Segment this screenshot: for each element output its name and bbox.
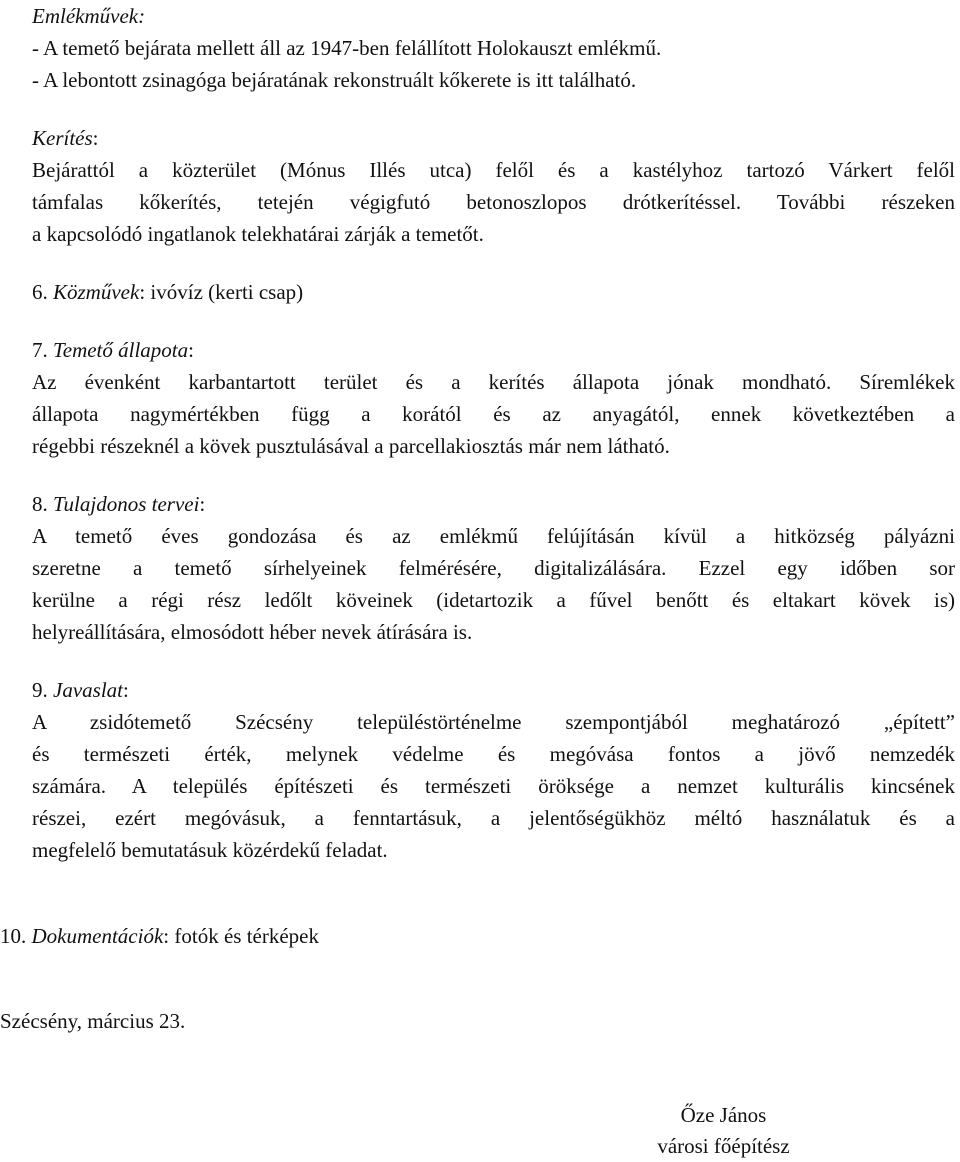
proposal-line-5: megfelelő bemutatásuk közérdekű feladat. — [32, 838, 388, 862]
condition-heading — [32, 334, 955, 366]
signature-block — [636, 1100, 811, 1162]
condition-colon: : — [188, 338, 194, 362]
proposal-line-1: A zsidótemető Szécsény településtörténelme szempontjából meghatározó „épített” — [32, 710, 955, 734]
spacer — [32, 96, 955, 122]
proposal-label: Javaslat — [53, 678, 123, 702]
condition-number: 7. — [32, 338, 48, 362]
plans-line-1: A temető éves gondozása és az emlékmű felújításán kívül a hitközség pályázni — [32, 524, 955, 548]
plans-number: 8. — [32, 492, 48, 516]
spacer — [32, 866, 955, 920]
utilities-value: : ivóvíz (kerti csap) — [139, 280, 304, 304]
spacer — [32, 250, 955, 276]
plans-line-4: helyreállítására, elmosódott héber nevek átírására is. — [32, 620, 473, 644]
spacer — [32, 462, 955, 488]
plans-colon: : — [199, 492, 206, 516]
fence-line-1: Bejárattól a közterület (Mónus Illés utca) felől és a kastélyhoz tartozó Várkert felől — [32, 158, 955, 182]
fence-line-2: támfalas kőkerítés, tetején végigfutó betonoszlopos drótkerítéssel. További részeken — [32, 190, 955, 214]
documentation-value: : fotók és térképek — [163, 924, 319, 948]
fence-heading — [32, 122, 955, 154]
memorials-line-2: - A lebontott zsinagóga bejáratának rekonstruált kőkerete is itt található. — [32, 68, 637, 92]
condition-line-2: állapota nagymértékben függ a korától és az anyagától, ennek következtében a — [32, 402, 955, 426]
documentation-section — [0, 920, 955, 952]
condition-line-1: Az évenként karbantartott terület és a kerítés állapota jónak mondható. Síremlékek — [32, 370, 955, 394]
plans-label: Tulajdonos tervei — [53, 492, 200, 516]
memorials-label: Emlékművek: — [32, 4, 146, 28]
spacer — [32, 648, 955, 674]
signature-title: városi főépítész — [657, 1134, 790, 1158]
fence-colon: : — [92, 126, 99, 150]
condition-line-3: régebbi részeknél a kövek pusztulásával a parcellakiosztás már nem látható. — [32, 434, 670, 458]
proposal-heading — [32, 674, 955, 706]
documentation-number: 10. — [0, 924, 27, 948]
fence-line-3: a kapcsolódó ingatlanok telekhatárai zárják a temetőt. — [32, 222, 484, 246]
place-date: Szécsény, március 23. — [0, 1009, 186, 1033]
condition-label: Temető állapota — [53, 338, 189, 362]
utilities-section — [32, 276, 955, 308]
utilities-label: Közművek — [53, 280, 140, 304]
plans-line-2: szeretne a temető sírhelyeinek felmérésére, digitalizálására. Ezzel egy időben sor — [32, 556, 955, 580]
proposal-line-4: részei, ezért megóvásuk, a fenntartásuk, a jelentőségükhöz méltó használatuk és a — [32, 806, 955, 830]
plans-heading — [32, 488, 955, 520]
spacer — [32, 308, 955, 334]
memorials-heading — [32, 0, 955, 32]
proposal-line-3: számára. A település építészeti és természeti öröksége a nemzet kulturális kincsének — [32, 774, 955, 798]
plans-line-3: kerülne a régi rész ledőlt köveinek (idetartozik a fűvel benőtt és eltakart kövek is) — [32, 588, 955, 612]
proposal-colon: : — [122, 678, 129, 702]
utilities-number: 6. — [32, 280, 48, 304]
signature-name: Őze János — [680, 1103, 767, 1127]
fence-label: Kerítés — [32, 126, 93, 150]
documentation-label: Dokumentációk — [31, 924, 164, 948]
proposal-line-2: és természeti érték, melynek védelme és megóvása fontos a jövő nemzedék — [32, 742, 955, 766]
memorials-line-1: - A temető bejárata mellett áll az 1947-ben felállított Holokauszt emlékmű. — [32, 36, 662, 60]
proposal-number: 9. — [32, 678, 48, 702]
